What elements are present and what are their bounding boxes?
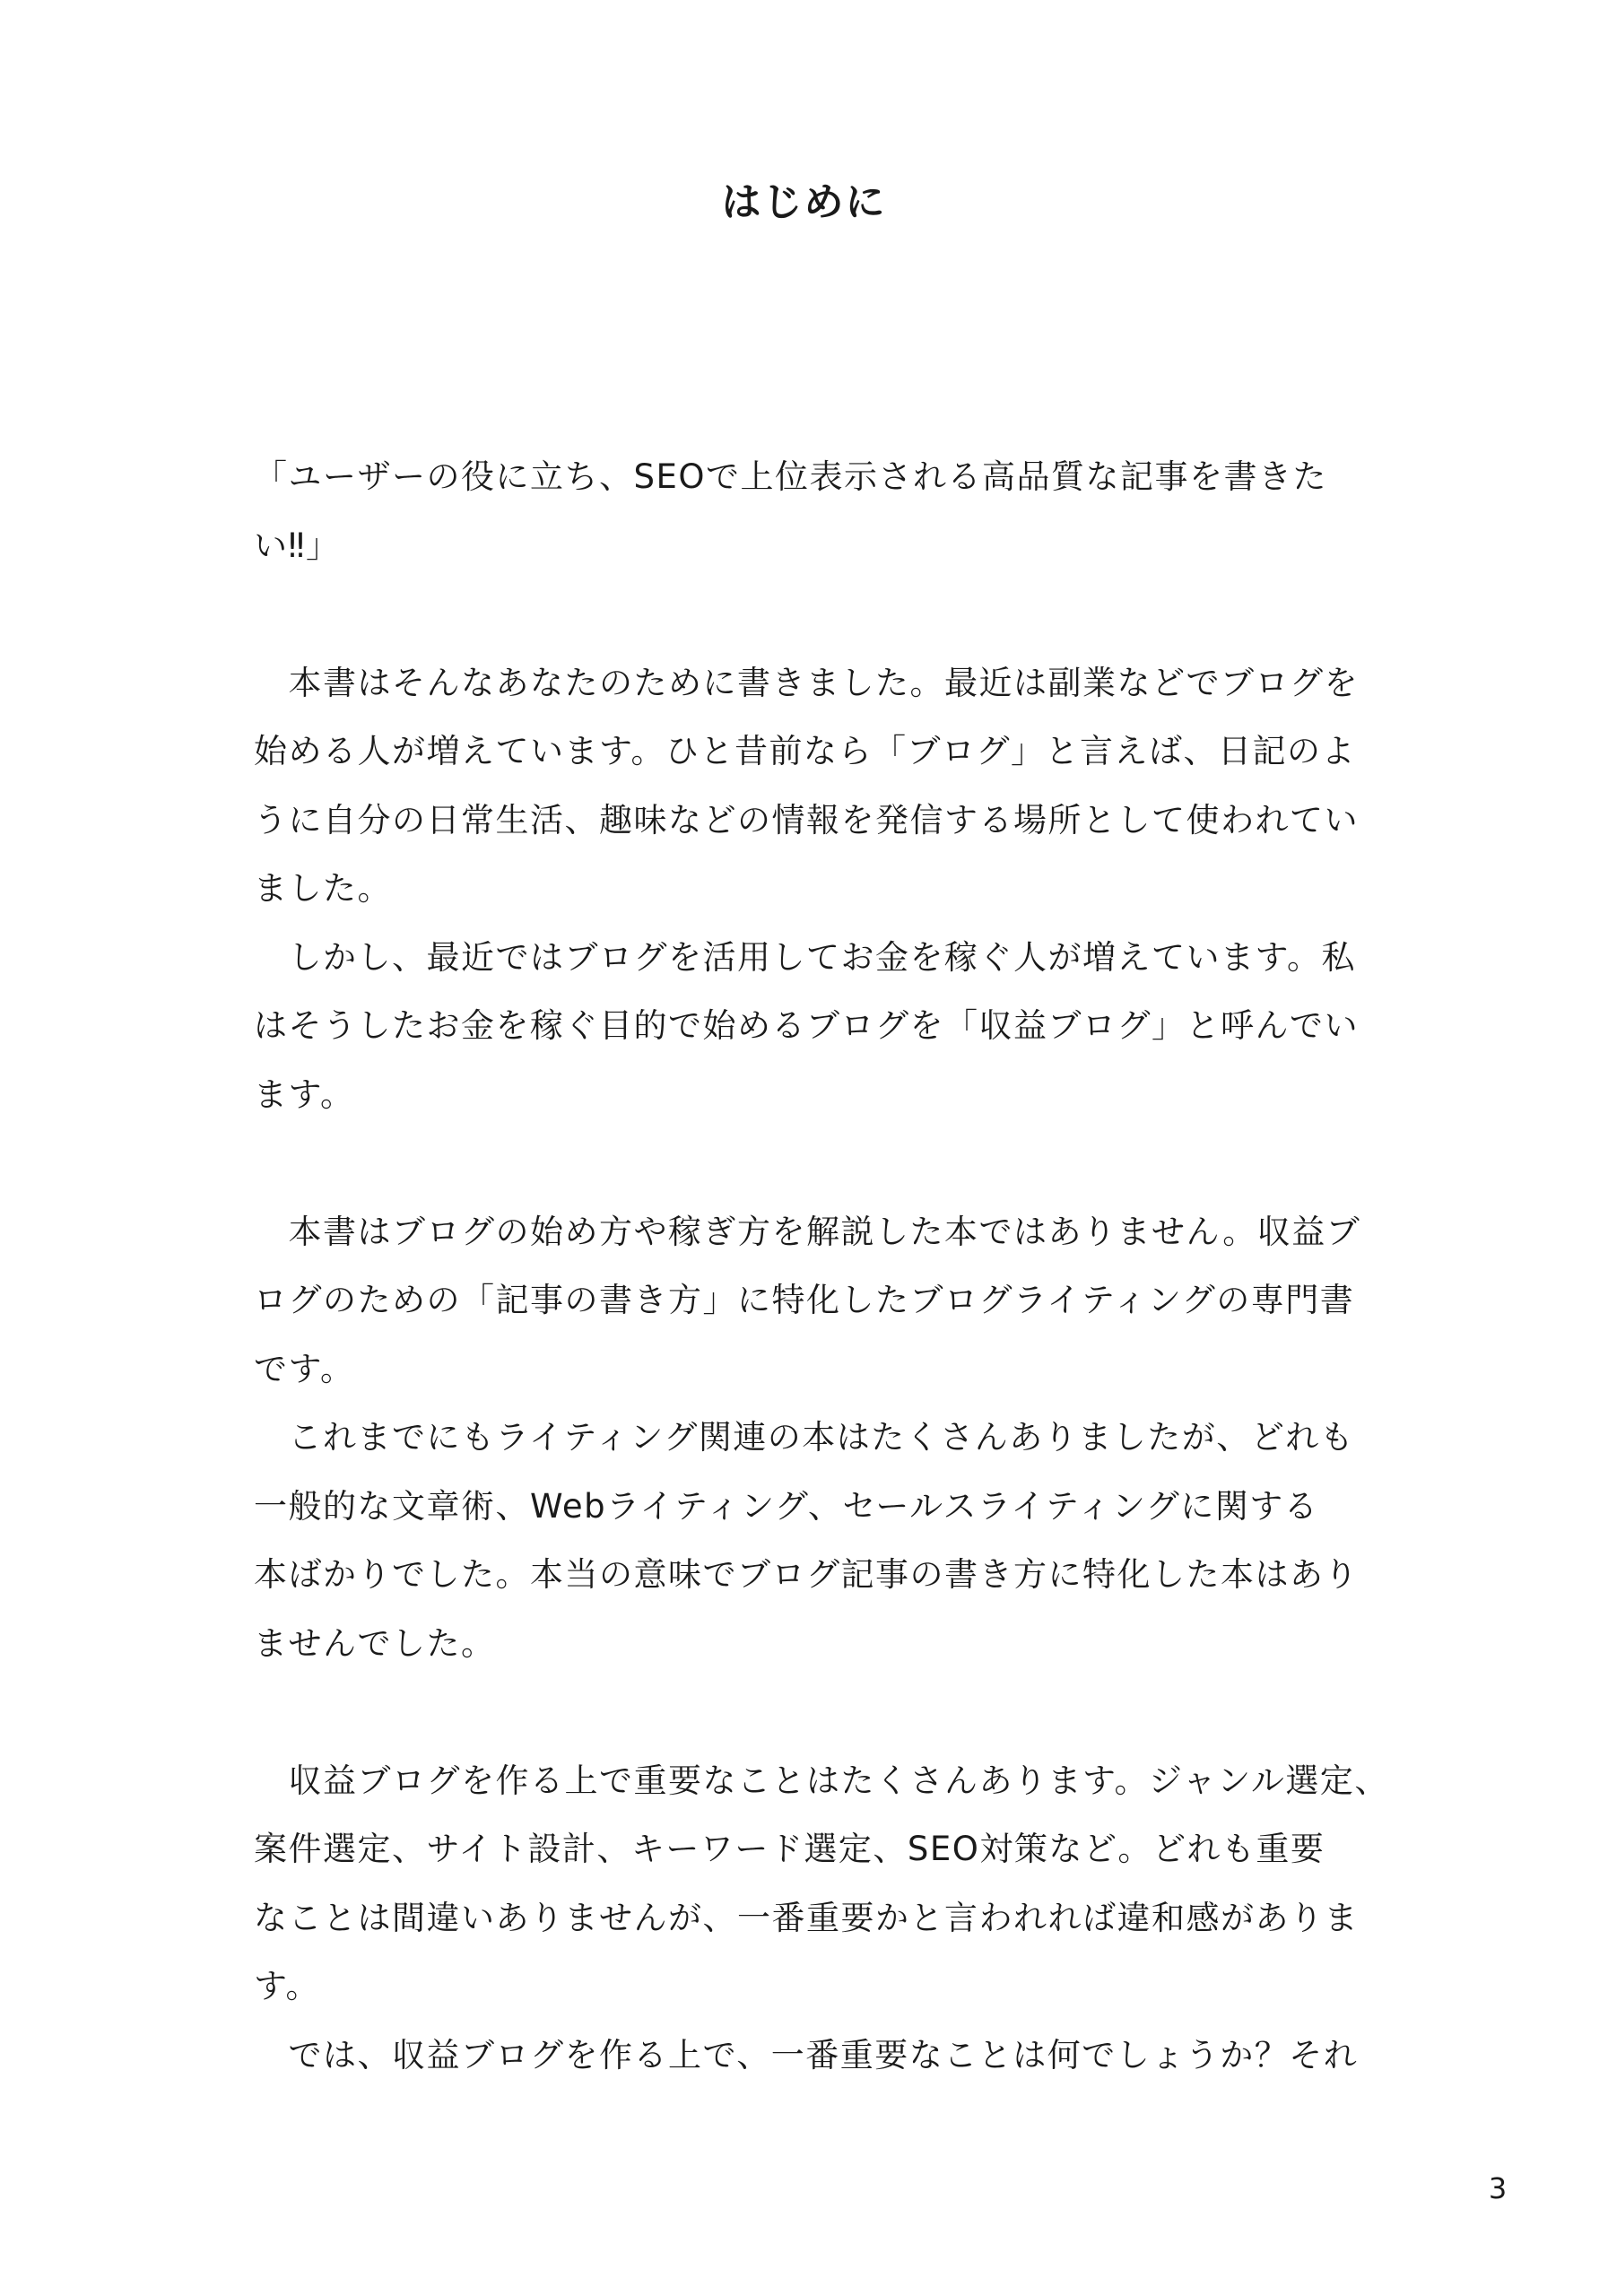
body-text xyxy=(254,443,1388,2090)
text-line: これまでにもライティング関連の本はたくさんありましたが、どれも xyxy=(254,1418,1355,1457)
text-line: ました。 xyxy=(254,869,392,908)
text-line: しかし、最近ではブログを活用してお金を稼ぐ人が増えています。私 xyxy=(254,937,1357,977)
text-line: なことは間違いありませんが、一番重要かと言われれば違和感がありま xyxy=(254,1898,1359,1937)
text-line: はそうしたお金を稼ぐ目的で始めるブログを「収益ブログ」と呼んでい xyxy=(254,1006,1359,1045)
text-line: ます。 xyxy=(254,1074,355,1114)
text-line: ログのための「記事の書き方」に特化したブログライティングの専門書 xyxy=(254,1281,1355,1319)
text-line: 一般的な文章術、Webライティング、セールスライティングに関する xyxy=(254,1486,1319,1526)
page-title: はじめに xyxy=(721,179,887,225)
text-line: ませんでした。 xyxy=(254,1623,496,1663)
blank-line xyxy=(254,580,1388,649)
text-line: 「ユーザーの役に立ち、SEOで上位表示される高品質な記事を書きた xyxy=(254,457,1327,496)
text-line: 始める人が増えています。ひと昔前なら「ブログ」と言えば、日記のよ xyxy=(254,732,1357,770)
text-line: 収益ブログを作る上で重要なことはたくさんあります。ジャンル選定、 xyxy=(254,1761,1389,1800)
text-line: では、収益ブログを作る上で、一番重要なことは何でしょうか？それ xyxy=(254,2035,1359,2074)
text-line: す。 xyxy=(254,1967,321,2005)
text-line: い‼」 xyxy=(254,526,341,565)
text-line: です。 xyxy=(254,1349,355,1388)
page-number: 3 xyxy=(1488,2171,1508,2205)
text-line: 本書はブログの始め方や稼ぎ方を解説した本ではありません。収益ブ xyxy=(254,1212,1361,1251)
blank-line xyxy=(254,1678,1388,1747)
text-line: 本ばかりでした。本当の意味でブログ記事の書き方に特化した本はあり xyxy=(254,1555,1359,1594)
text-line: 案件選定、サイト設計、キーワード選定、SEO対策など。どれも重要 xyxy=(254,1830,1326,1868)
text-line: 本書はそんなあなたのために書きました。最近は副業などでブログを xyxy=(254,663,1359,702)
blank-line xyxy=(254,1129,1388,1198)
text-line: うに自分の日常生活、趣味などの情報を発信する場所として使われてい xyxy=(254,800,1359,839)
